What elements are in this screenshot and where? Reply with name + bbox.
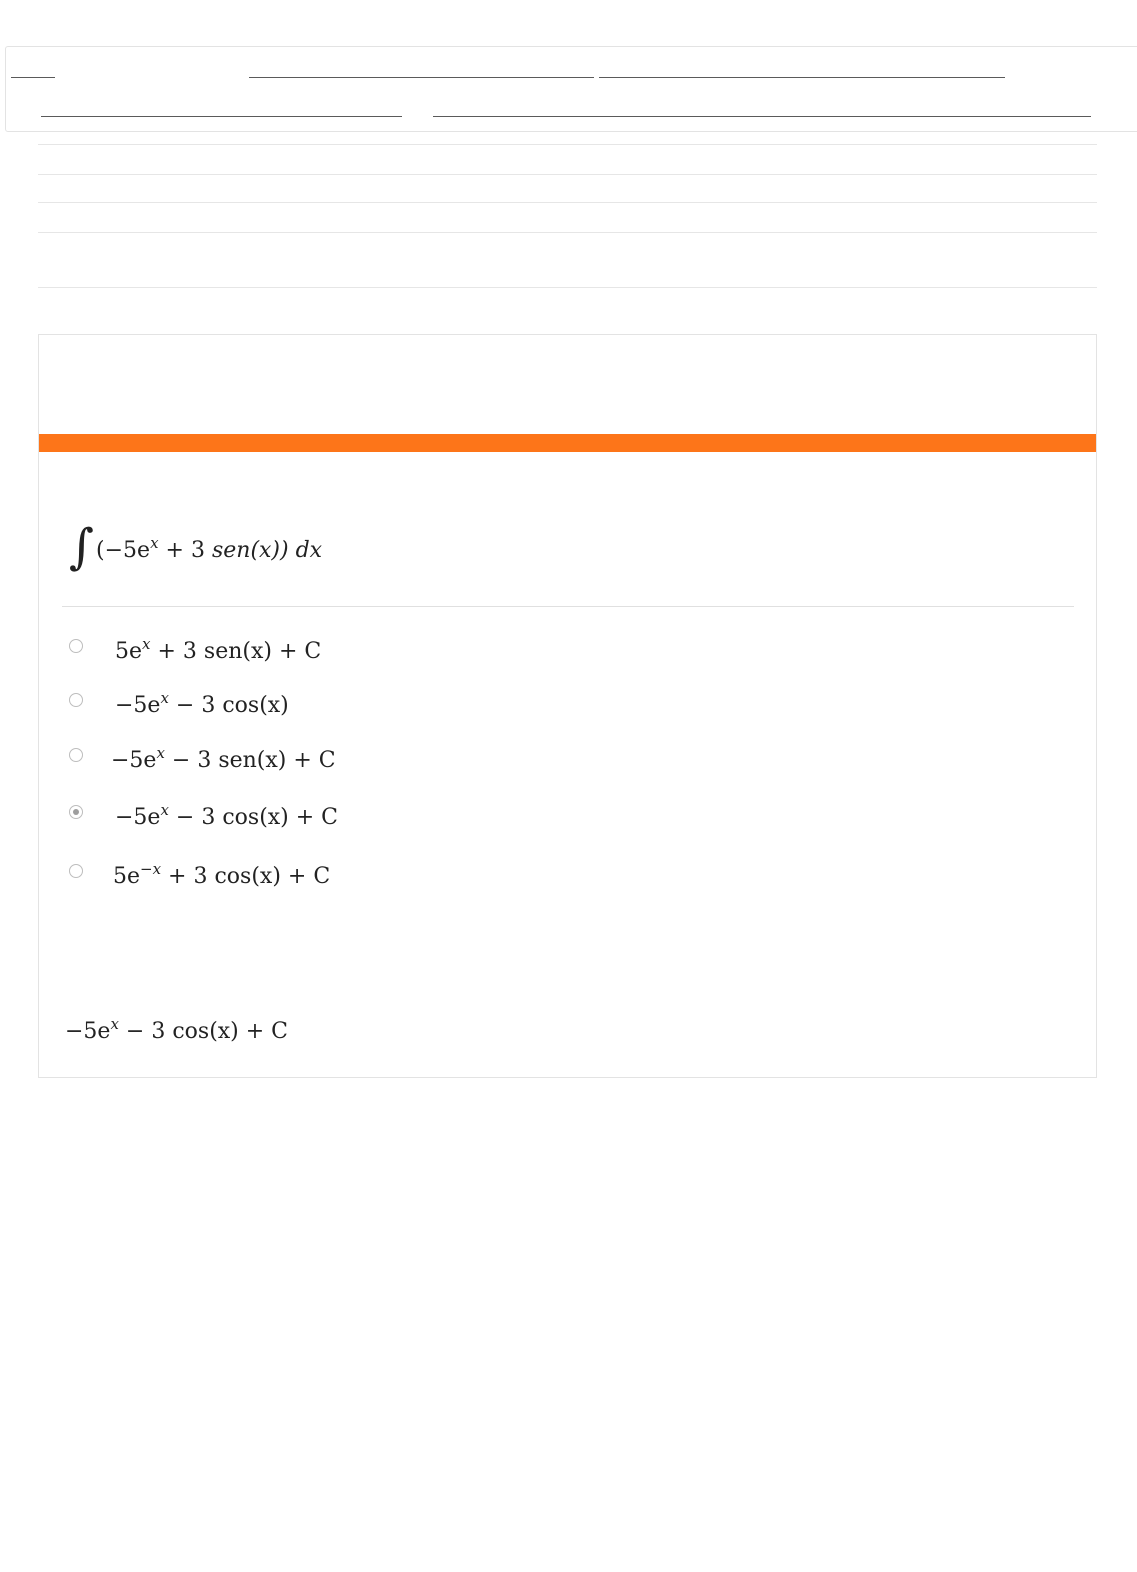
radio-button[interactable]: [69, 639, 83, 653]
answer-option[interactable]: [69, 858, 330, 894]
summary-row-divider: [38, 287, 1097, 288]
header-line: [11, 77, 55, 78]
summary-row-divider: [38, 202, 1097, 203]
integral-icon: ∫: [69, 519, 95, 575]
summary-row-divider: [38, 174, 1097, 175]
radio-button[interactable]: [69, 748, 83, 762]
option-label: $5e^{-x} + 3$ cos(x) + C: [113, 859, 331, 889]
radio-button-selected[interactable]: [69, 805, 83, 819]
answer-option[interactable]: [69, 687, 289, 723]
option-label: $-5e^x - 3$ sen(x) + C: [111, 743, 336, 773]
question-accent-bar: [39, 434, 1096, 452]
question-text: [69, 515, 322, 585]
header-line: [599, 77, 1005, 78]
summary-row-divider: [38, 144, 1097, 145]
question-expression: ($-5e^x + 3$ sen(x)) dx: [96, 533, 323, 563]
header-line: [249, 77, 594, 78]
radio-button[interactable]: [69, 864, 83, 878]
header-line: [41, 116, 402, 117]
answer-option[interactable]: [69, 742, 336, 778]
correct-answer: $-5e^x - 3$ cos(x) + C: [65, 1015, 289, 1044]
option-label: $-5e^x - 3$ cos(x): [115, 688, 289, 718]
answer-option[interactable]: [69, 633, 321, 669]
radio-button[interactable]: [69, 693, 83, 707]
question-divider: [62, 606, 1074, 607]
summary-row-divider: [38, 232, 1097, 233]
quiz-header: [5, 46, 1137, 132]
option-label: $-5e^x - 3$ cos(x) + C: [115, 800, 339, 830]
option-label: $5e^x + 3$ sen(x) + C: [115, 634, 322, 664]
header-line: [433, 116, 1091, 117]
question-card: [38, 334, 1097, 1078]
answer-option-selected[interactable]: [69, 799, 338, 835]
